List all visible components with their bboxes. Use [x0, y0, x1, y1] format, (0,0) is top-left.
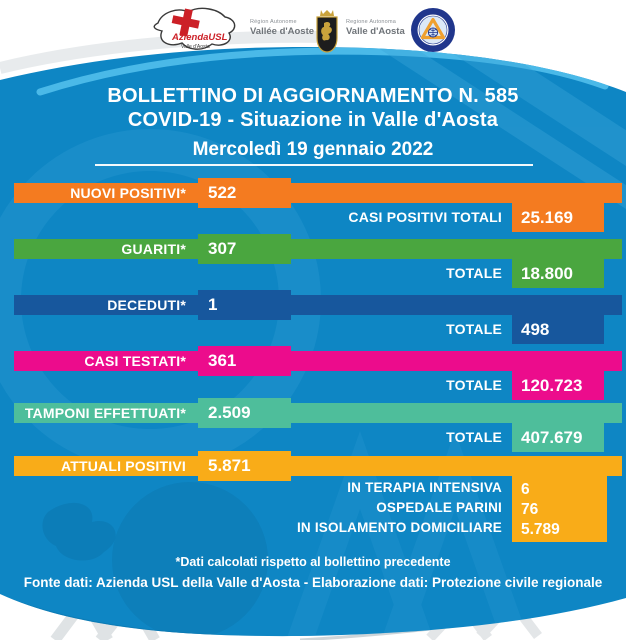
title-line2: COVID-19 - Situazione in Valle d'Aosta [127, 109, 499, 131]
region-it-line1: Regione Autonoma [346, 19, 396, 25]
stat-value-box: 2.509 [198, 398, 291, 428]
title-divider [95, 164, 533, 166]
breakdown-label-terapia: IN TERAPIA INTENSIVA [347, 480, 502, 495]
total-label: TOTALE [446, 377, 502, 393]
stat-value-box: 361 [198, 346, 291, 376]
region-autonome-fr [250, 20, 314, 37]
ausl-wordmark: AziendaUSL [172, 32, 228, 43]
total-label: TOTALE [446, 321, 502, 337]
total-value-box: 498 [512, 315, 604, 344]
total-value-box: 407.679 [512, 423, 604, 452]
breakdown-value-box [512, 476, 607, 542]
region-fr-line1: Région Autonome [250, 19, 297, 25]
breakdown-value-isolamento: 5.789 [521, 521, 560, 538]
stat-label: ATTUALI POSITIVI [60, 458, 186, 474]
breakdown-value-terapia: 6 [521, 481, 530, 498]
stat-value-box: 522 [198, 178, 291, 208]
title-line1: BOLLETTINO DI AGGIORNAMENTO N. 585 [107, 85, 519, 107]
footer-note: *Dati calcolati rispetto al bollettino precedente [175, 555, 451, 569]
breakdown-value-ospedale: 76 [521, 501, 539, 518]
breakdown-label-ospedale: OSPEDALE PARINI [376, 500, 502, 515]
total-label: TOTALE [446, 429, 502, 445]
valle-daosta-crest-icon [314, 9, 340, 54]
bulletin-title [0, 84, 626, 162]
stat-label: GUARITI* [121, 241, 186, 257]
stat-label: NUOVI POSITIVI* [70, 185, 186, 201]
ausl-logo [148, 3, 242, 57]
breakdown-label-isolamento: IN ISOLAMENTO DOMICILIARE [296, 520, 502, 535]
ausl-subtext: Valle d'Aosta [181, 44, 210, 50]
stat-value-box: 5.871 [198, 451, 291, 481]
title-date: Mercoledì 19 gennaio 2022 [192, 139, 434, 160]
protezione-civile-badge-icon [410, 7, 456, 53]
region-it-line2: Valle d'Aosta [346, 25, 405, 37]
logo-header [0, 0, 626, 58]
stat-label: TAMPONI EFFETTUATI* [24, 405, 186, 421]
regione-autonoma-it [346, 20, 405, 37]
total-label: CASI POSITIVI TOTALI [348, 209, 502, 225]
total-value-box: 18.800 [512, 259, 604, 288]
footer-source: Fonte dati: Azienda USL della Valle d'Aosta - Elaborazione dati: Protezione civile regionale [23, 575, 603, 590]
stat-value-box: 1 [198, 290, 291, 320]
total-label: TOTALE [446, 265, 502, 281]
stat-label: DECEDUTI* [107, 297, 186, 313]
stat-value-box: 307 [198, 234, 291, 264]
total-value-box: 25.169 [512, 203, 604, 232]
stat-label: CASI TESTATI* [84, 353, 186, 369]
total-value-box: 120.723 [512, 371, 604, 400]
region-fr-line2: Vallée d'Aoste [250, 25, 315, 37]
breakdown-labels [180, 478, 502, 538]
